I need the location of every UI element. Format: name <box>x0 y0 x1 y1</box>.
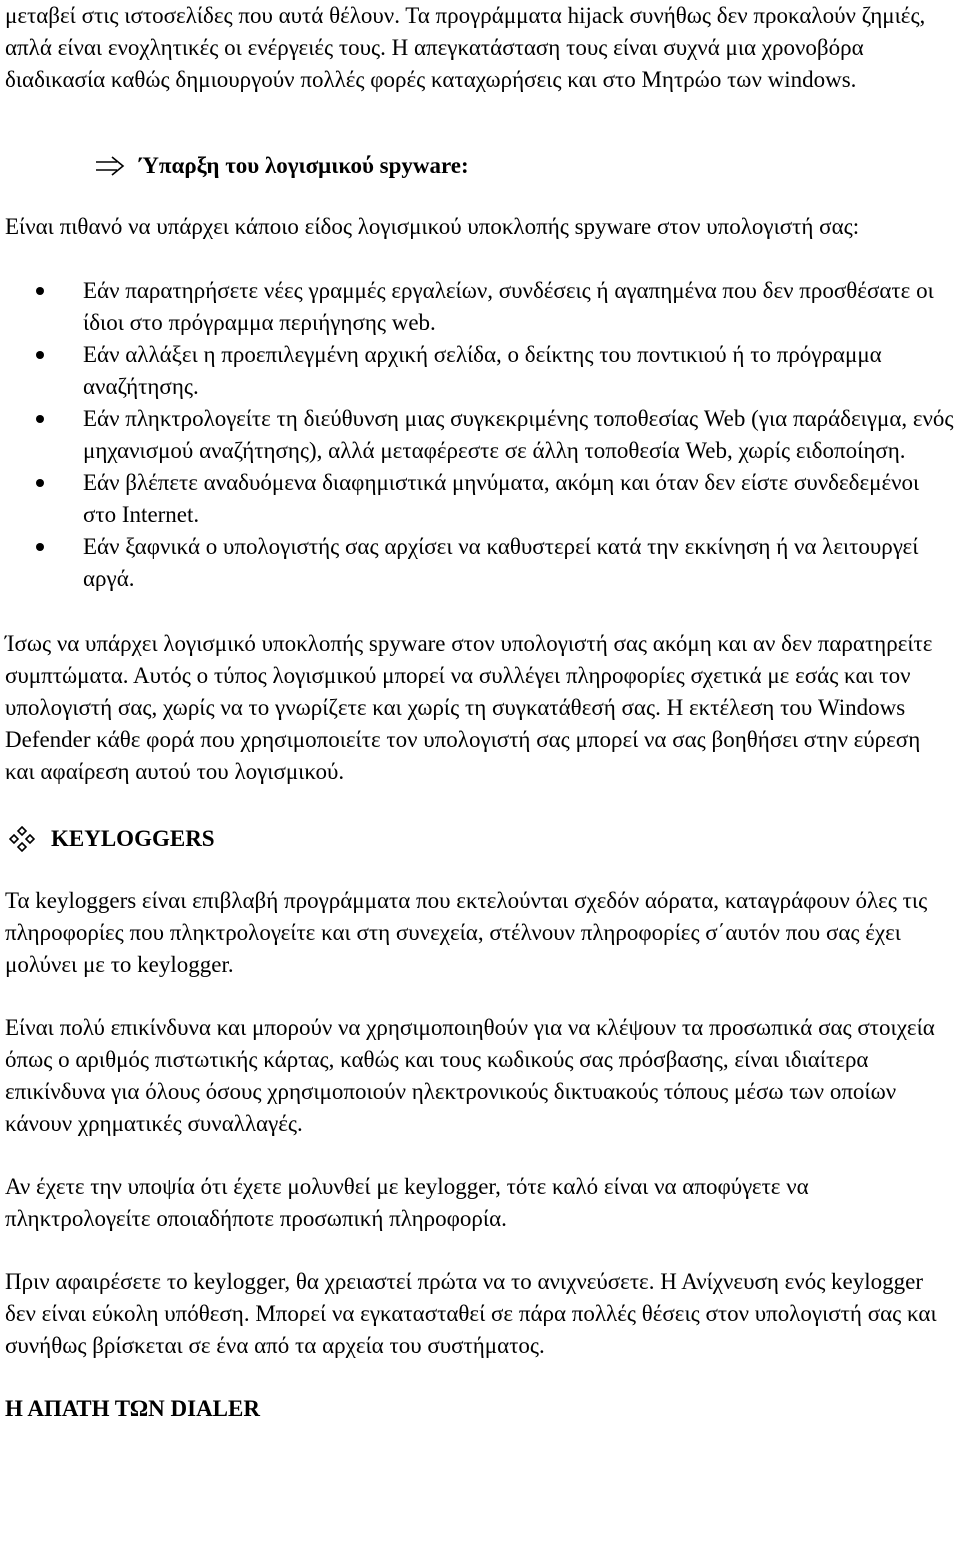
double-arrow-right-icon <box>95 156 125 176</box>
list-item <box>83 531 955 595</box>
list-item <box>83 275 955 339</box>
list-item <box>83 467 955 531</box>
intro-paragraph: μεταβεί στις ιστοσελίδες που αυτά θέλουν. Τα προγράμματα hijack συνήθως δεν προκαλούν ζημιές, απλά είναι ενοχλητικές οι ενέργειές τους. Η απεγκατάσταση τους είναι συχνά μια χρονοβόρα διαδικασία καθώς δημιουργούν πολλές φορές καταχωρήσεις και στο Μητρώο των windows. <box>5 3 926 92</box>
bullet-icon <box>36 351 44 359</box>
keyloggers-heading-text: KEYLOGGERS <box>51 826 215 851</box>
spyware-intro-paragraph: Είναι πιθανό να υπάρχει κάποιο είδος λογισμικού υποκλοπής spyware στον υπολογιστή σας: <box>5 214 860 239</box>
list-item-text: Εάν αλλάξει η προεπιλεγμένη αρχική σελίδα, ο δείκτης του ποντικιού ή το πρόγραμμα αναζήτησης. <box>83 342 882 399</box>
keyloggers-paragraph-2: Είναι πολύ επικίνδυνα και μπορούν να χρησιμοποιηθούν για να κλέψουν τα προσωπικά σας στοιχεία όπως ο αριθμός πιστωτικής κάρτας, καθώς και τους κωδικούς σας πρόσβασης, είναι ιδιαίτερα επικίνδυνα για όλους όσους χρησιμοποιούν ηλεκτρονικούς δικτυακούς τόπους μέσω των οποίων κάνουν χρηματικές συναλλαγές. <box>5 1015 935 1136</box>
document-page <box>5 0 955 1425</box>
four-diamond-icon <box>9 826 35 852</box>
spyware-symptoms-list <box>5 275 955 595</box>
spyware-maybe-paragraph: Ίσως να υπάρχει λογισμικό υποκλοπής spyware στον υπολογιστή σας ακόμη και αν δεν παρατηρείτε συμπτώματα. Αυτός ο τύπος λογισμικού μπορεί να συλλέγει πληροφορίες σχετικά με εσάς και τον υπολογιστή σας, χωρίς να το γνωρίζετε και χωρίς τη συγκατάθεσή σας. Η εκτέλεση του Windows Defender κάθε φορά που χρησιμοποιείτε τον υπολογιστή σας μπορεί να σας βοηθήσει στην εύρεση και αφαίρεση αυτού του λογισμικού. <box>5 631 933 784</box>
list-item-text: Εάν παρατηρήσετε νέες γραμμές εργαλείων, συνδέσεις ή αγαπημένα που δεν προσθέσατε οι ίδιοι στο πρόγραμμα περιήγησης web. <box>83 278 934 335</box>
bullet-icon <box>36 415 44 423</box>
spyware-heading-text: Ύπαρξη του λογισμικού spyware: <box>139 153 469 178</box>
list-item-text: Εάν πληκτρολογείτε τη διεύθυνση μιας συγκεκριμένης τοποθεσίας Web (για παράδειγμα, ενός μηχανισμού αναζήτησης), αλλά μεταφέρεστε σε άλλη τοποθεσία Web, χωρίς ειδοποίηση. <box>83 406 954 463</box>
dialer-heading: Η ΑΠΑΤΗ ΤΩΝ DIALER <box>5 1396 260 1421</box>
bullet-icon <box>36 543 44 551</box>
list-item-text: Εάν βλέπετε αναδυόμενα διαφημιστικά μηνύματα, ακόμη και όταν δεν είστε συνδεδεμένοι στο Internet. <box>83 470 920 527</box>
keyloggers-paragraph-1: Τα keyloggers είναι επιβλαβή προγράμματα που εκτελούνται σχεδόν αόρατα, καταγράφουν όλες τις πληροφορίες που πληκτρολογείτε και στη συνεχεία, στέλνουν πληροφορίες σ΄αυτόν που σας έχει μολύνει με το keylogger. <box>5 888 928 977</box>
list-item <box>83 403 955 467</box>
keyloggers-paragraph-3: Αν έχετε την υποψία ότι έχετε μολυνθεί με keylogger, τότε καλό είναι να αποφύγετε να πληκτρολογείτε οποιαδήποτε προσωπική πληροφορία. <box>5 1174 809 1231</box>
bullet-icon <box>36 287 44 295</box>
list-item-text: Εάν ξαφνικά ο υπολογιστής σας αρχίσει να καθυστερεί κατά την εκκίνηση ή να λειτουργεί αργά. <box>83 534 919 591</box>
list-item <box>83 339 955 403</box>
keyloggers-heading <box>5 823 955 855</box>
bullet-icon <box>36 479 44 487</box>
keyloggers-paragraph-4: Πριν αφαιρέσετε το keylogger, θα χρειαστεί πρώτα να το ανιχνεύσετε. Η Ανίχνευση ενός keylogger δεν είναι εύκολη υπόθεση. Μπορεί να εγκατασταθεί σε πάρα πολλές θέσεις στον υπολογιστή σας και συνήθως βρίσκεται σε ένα από τα αρχεία του συστήματος. <box>5 1269 937 1358</box>
spyware-heading <box>95 150 955 182</box>
